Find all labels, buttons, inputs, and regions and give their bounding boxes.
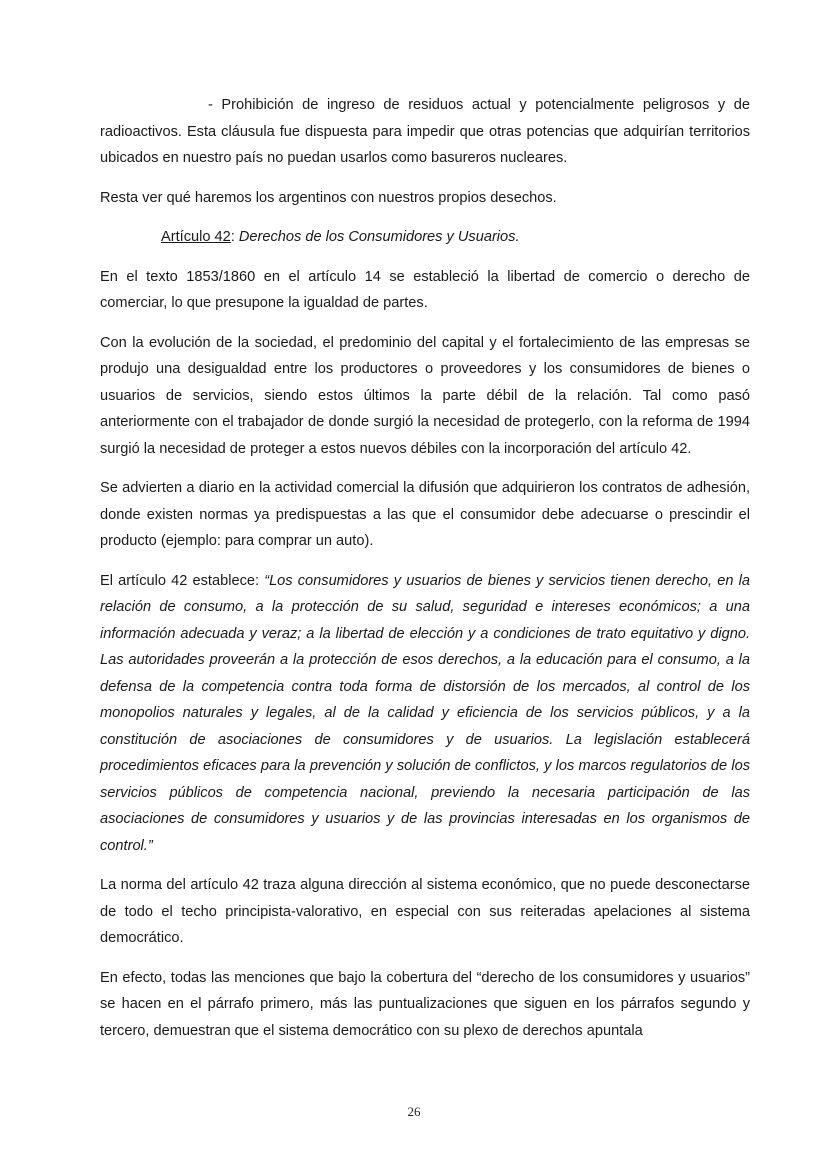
- page-number: 26: [407, 1104, 421, 1119]
- paragraph-evolucion: Con la evolución de la sociedad, el predominio del capital y el fortalecimiento de las empresas se produjo una desigualdad entre los productores o proveedores y los consumidores de bienes o usuarios de servicios, siendo estos últimos la parte débil de la relación. Tal como pasó anteriormente con el trabajador de donde surgió la necesidad de protegerlo, con la reforma de 1994 surgió la necesidad de proteger a estos nuevos débiles con la incorporación del artículo 42.: [100, 334, 750, 457]
- paragraph-residuos: - Prohibición de ingreso de residuos actual y potencialmente peligrosos y de radioactivos. Esta cláusula fue dispuesta para impedir que otras potencias que adquirían territorios ubicados en nuestro país no puedan usarlos como basureros nucleares.: [100, 97, 750, 166]
- paragraph-texto-1853: En el texto 1853/1860 en el artículo 14 se estableció la libertad de comercio o derecho de comerciar, lo que presupone la igualdad de partes.: [100, 268, 750, 311]
- paragraph-desechos: Resta ver qué haremos los argentinos con nuestros propios desechos.: [100, 189, 557, 206]
- document-body: [100, 92, 750, 1057]
- article-title: Derechos de los Consumidores y Usuarios.: [238, 229, 520, 245]
- quote-intro: El artículo 42 establece:: [100, 572, 265, 589]
- article-42-reference: Artículo 42: [161, 229, 231, 245]
- article-heading: [100, 224, 750, 251]
- quote-text: “Los consumidores y usuarios de bienes y servicios tienen derecho, en la relación de consumo, a la protección de su salud, seguridad e intereses económicos; a una información adecuada y veraz; a la libertad de elección y a condiciones de trato equitativo y digno. Las autoridades proveerán a la protección de esos derechos, a la educación para el consumo, a la defensa de la competencia contra toda forma de distorsión de los mercados, al control de los monopolios naturales y legales, al de la calidad y eficiencia de los servicios públicos, y a la constitución de asociaciones de consumidores y de usuarios. La legislación establecerá procedimientos eficaces para la prevención y solución de conflictos, y los marcos regulatorios de los servicios públicos de competencia nacional, previendo la necesaria participación de las asociaciones de consumidores y usuarios y de las provincias interesadas en los organismos de control.”: [100, 572, 750, 854]
- heading-separator: :: [230, 229, 239, 245]
- paragraph-contratos-adhesion: Se advierten a diario en la actividad comercial la difusión que adquirieron los contratos de adhesión, donde existen normas ya predispuestas a las que el consumidor debe adecuarse o prescindir el producto (ejemplo: para comprar un auto).: [100, 480, 750, 549]
- paragraph-en-efecto: En efecto, todas las menciones que bajo la cobertura del “derecho de los consumidores y usuarios” se hacen en el párrafo primero, más las puntualizaciones que siguen en los párrafos segundo y tercero, demuestran que el sistema democrático con su plexo de derechos apuntala: [100, 969, 750, 1039]
- paragraph-norma: La norma del artículo 42 traza alguna dirección al sistema económico, que no puede desconectarse de todo el techo principista-valorativo, en especial con sus reiteradas apelaciones al sistema democrático.: [100, 877, 750, 946]
- paragraph-articulo-42-quote: [100, 568, 750, 860]
